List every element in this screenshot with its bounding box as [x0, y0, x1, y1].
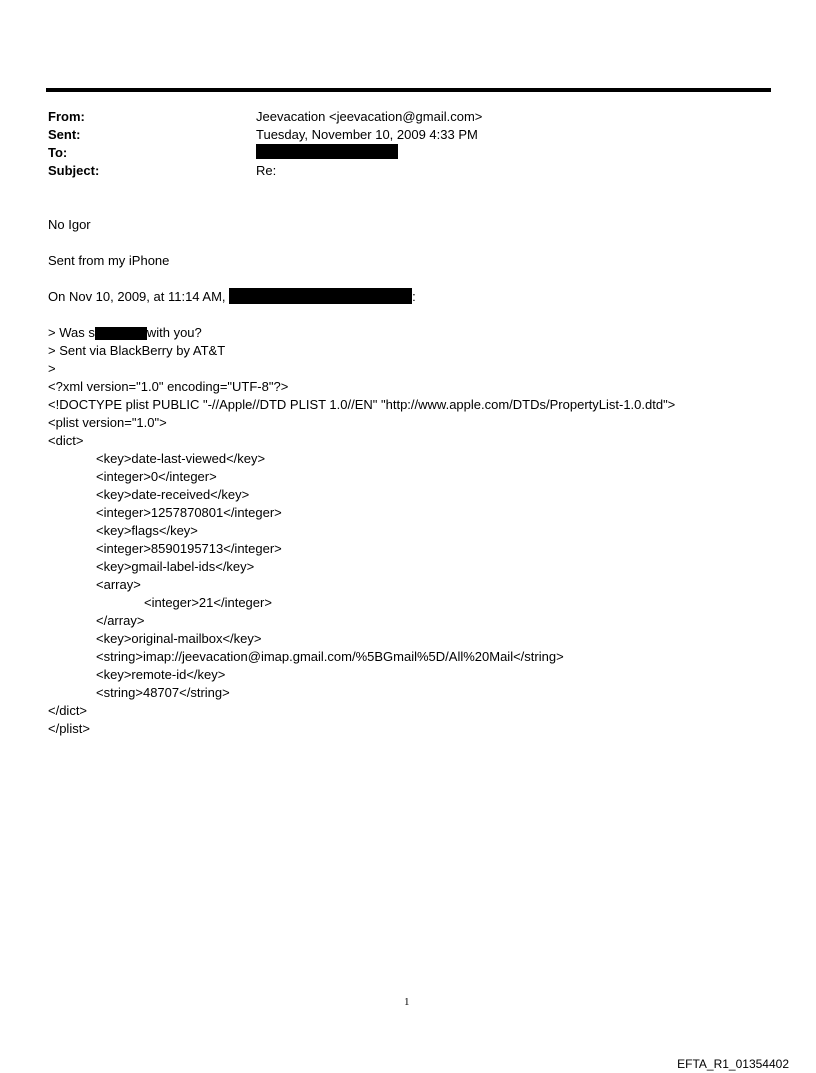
xml-line: <integer>21</integer>	[144, 595, 272, 610]
xml-line: <key>date-received</key>	[96, 487, 250, 502]
bates-number: EFTA_R1_01354402	[677, 1057, 789, 1071]
xml-line: <key>original-mailbox</key>	[96, 631, 262, 646]
quoted-line: > Sent via BlackBerry by AT&T	[48, 343, 226, 358]
redaction-box	[256, 144, 398, 159]
sent-label: Sent:	[48, 127, 81, 142]
from-value: Jeevacation <jeevacation@gmail.com>	[256, 109, 483, 124]
xml-line: <array>	[96, 577, 141, 592]
xml-line: <?xml version="1.0" encoding="UTF-8"?>	[48, 379, 289, 394]
quote-intro-end: :	[412, 289, 416, 304]
sent-value: Tuesday, November 10, 2009 4:33 PM	[256, 127, 478, 142]
xml-line: <string>48707</string>	[96, 685, 230, 700]
xml-line: <integer>8590195713</integer>	[96, 541, 282, 556]
quote-intro	[48, 288, 416, 306]
quote-intro-text: On Nov 10, 2009, at 11:14 AM,	[48, 289, 226, 304]
body-line: No Igor	[48, 217, 91, 232]
xml-line: <key>gmail-label-ids</key>	[96, 559, 255, 574]
xml-line: <key>date-last-viewed</key>	[96, 451, 266, 466]
header-rule	[46, 88, 771, 92]
xml-line: </plist>	[48, 721, 90, 736]
subject-label: Subject:	[48, 163, 100, 178]
xml-line: <plist version="1.0">	[48, 415, 167, 430]
xml-line: <integer>0</integer>	[96, 469, 217, 484]
xml-line: <dict>	[48, 433, 84, 448]
redaction-box	[95, 327, 147, 340]
quoted-line	[48, 324, 202, 342]
to-redaction	[256, 144, 398, 162]
xml-line: <string>imap://jeevacation@imap.gmail.com/%5BGmail%5D/All%20Mail</string>	[96, 649, 564, 664]
subject-value: Re:	[256, 163, 277, 178]
redaction-box	[229, 288, 412, 304]
xml-line: </dict>	[48, 703, 88, 718]
xml-line: <!DOCTYPE plist PUBLIC "-//Apple//DTD PLIST 1.0//EN" "http://www.apple.com/DTDs/PropertyList-1.0.dtd">	[48, 397, 676, 412]
to-label: To:	[48, 145, 68, 160]
quoted-line: >	[48, 361, 56, 376]
xml-line: <integer>1257870801</integer>	[96, 505, 282, 520]
page-number: 1	[404, 996, 410, 1008]
from-label: From:	[48, 109, 85, 124]
quoted-text-end: with you?	[146, 325, 202, 340]
quoted-text-start: > Was s	[48, 325, 95, 340]
xml-line: <key>flags</key>	[96, 523, 198, 538]
xml-line: </array>	[96, 613, 145, 628]
xml-line: <key>remote-id</key>	[96, 667, 226, 682]
signature-line: Sent from my iPhone	[48, 253, 170, 268]
